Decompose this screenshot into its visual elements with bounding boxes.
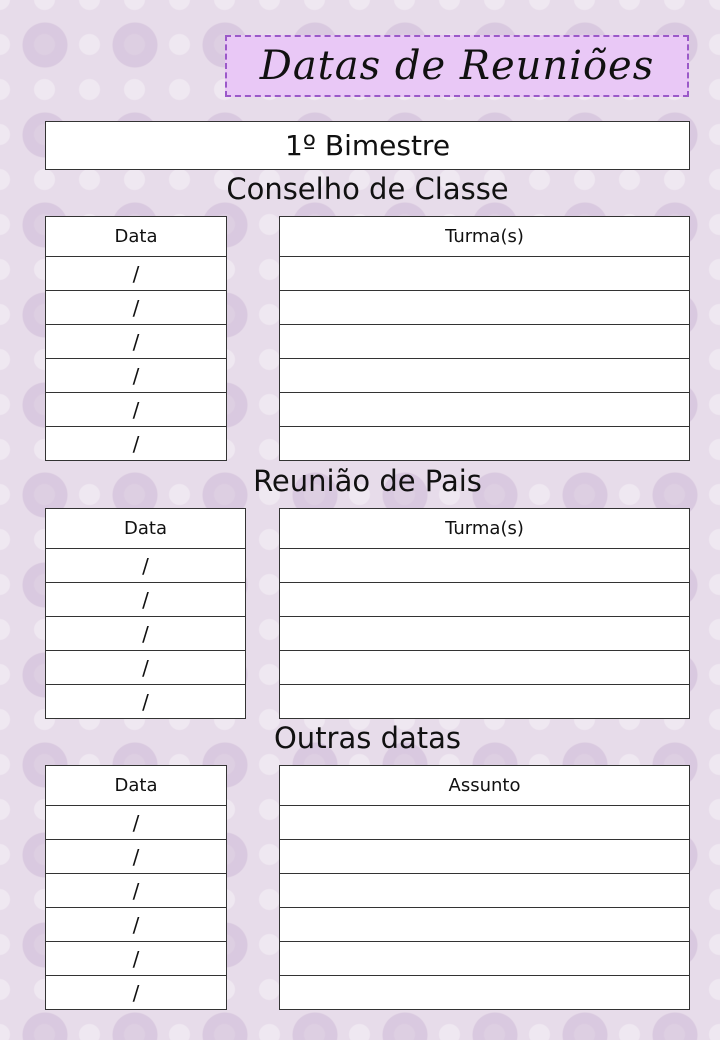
assunto-cell[interactable]: [280, 806, 690, 840]
date-cell[interactable]: /: [46, 908, 227, 942]
section-heading-conselho: Conselho de Classe: [226, 172, 509, 206]
date-cell[interactable]: /: [46, 840, 227, 874]
assunto-column-header: Assunto: [280, 766, 690, 806]
date-cell[interactable]: /: [46, 874, 227, 908]
section-heading-outras: Outras datas: [273, 721, 462, 755]
detail-table-outras: [279, 765, 690, 1010]
page-title: Datas de Reuniões: [259, 43, 655, 89]
period-header: 1º Bimestre: [45, 121, 690, 170]
turmas-column-header: Turma(s): [280, 509, 690, 549]
date-table-reuniao: [45, 508, 246, 719]
assunto-cell[interactable]: [280, 976, 690, 1010]
date-cell[interactable]: /: [46, 359, 227, 393]
title-banner: [225, 35, 689, 97]
turmas-column-header: Turma(s): [280, 217, 690, 257]
assunto-cell[interactable]: [280, 840, 690, 874]
turmas-cell[interactable]: [280, 291, 690, 325]
turmas-cell[interactable]: [280, 359, 690, 393]
date-cell[interactable]: /: [46, 427, 227, 461]
date-cell[interactable]: /: [46, 651, 246, 685]
turmas-cell[interactable]: [280, 257, 690, 291]
turmas-cell[interactable]: [280, 651, 690, 685]
turmas-cell[interactable]: [280, 583, 690, 617]
date-cell[interactable]: /: [46, 291, 227, 325]
date-cell[interactable]: /: [46, 685, 246, 719]
date-cell[interactable]: /: [46, 976, 227, 1010]
date-column-header: Data: [46, 766, 227, 806]
detail-table-reuniao: [279, 508, 690, 719]
turmas-cell[interactable]: [280, 549, 690, 583]
date-column-header: Data: [46, 217, 227, 257]
date-cell[interactable]: /: [46, 583, 246, 617]
date-cell[interactable]: /: [46, 325, 227, 359]
assunto-cell[interactable]: [280, 908, 690, 942]
detail-table-conselho: [279, 216, 690, 461]
turmas-cell[interactable]: [280, 427, 690, 461]
assunto-cell[interactable]: [280, 942, 690, 976]
date-cell[interactable]: /: [46, 806, 227, 840]
date-cell[interactable]: /: [46, 393, 227, 427]
date-cell[interactable]: /: [46, 257, 227, 291]
date-table-conselho: [45, 216, 227, 461]
assunto-cell[interactable]: [280, 874, 690, 908]
date-cell[interactable]: /: [46, 549, 246, 583]
date-table-outras: [45, 765, 227, 1010]
date-column-header: Data: [46, 509, 246, 549]
turmas-cell[interactable]: [280, 685, 690, 719]
turmas-cell[interactable]: [280, 393, 690, 427]
turmas-cell[interactable]: [280, 325, 690, 359]
date-cell[interactable]: /: [46, 942, 227, 976]
date-cell[interactable]: /: [46, 617, 246, 651]
section-heading-reuniao: Reunião de Pais: [253, 464, 482, 498]
turmas-cell[interactable]: [280, 617, 690, 651]
